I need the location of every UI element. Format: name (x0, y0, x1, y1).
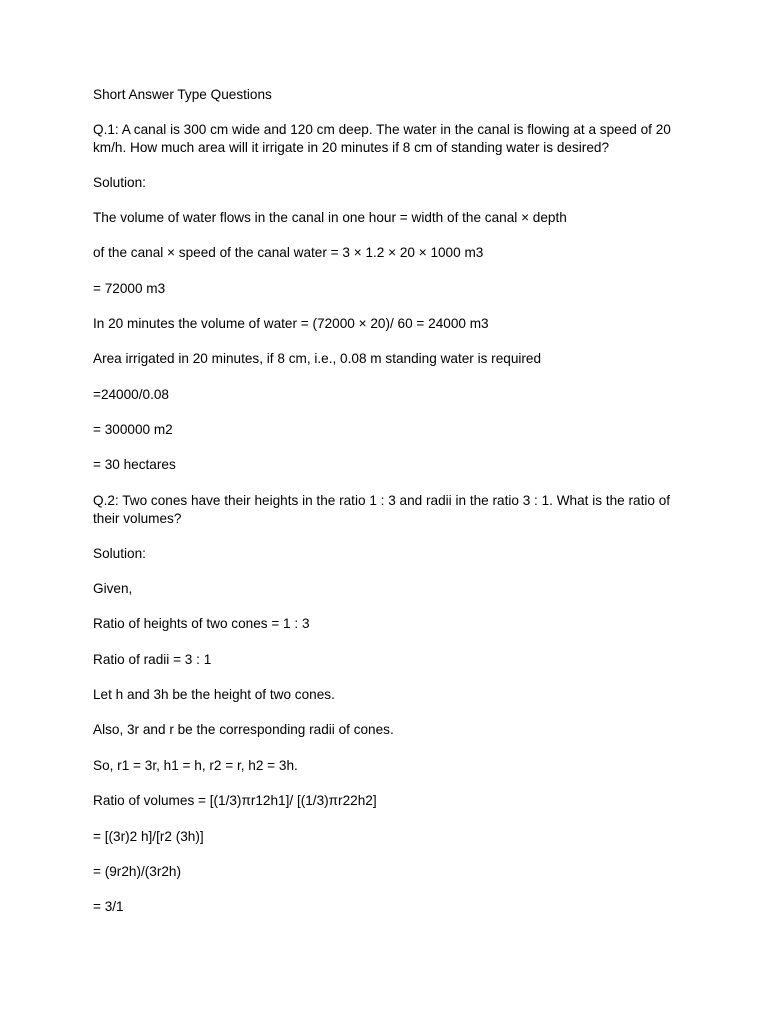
q1-step: The volume of water flows in the canal in one hour = width of the canal × depth (93, 210, 567, 225)
q2-step: Let h and 3h be the height of two cones. (93, 687, 335, 702)
q1-step: = 30 hectares (93, 457, 176, 472)
q1-step: of the canal × speed of the canal water = 3 × 1.2 × 20 × 1000 m3 (93, 245, 484, 260)
q1-step: In 20 minutes the volume of water = (72000 × 20)/ 60 = 24000 m3 (93, 316, 489, 331)
q2-step: Also, 3r and r be the corresponding radii of cones. (93, 722, 394, 737)
q2-solution-label: Solution: (93, 546, 146, 561)
q2-step: = (9r2h)/(3r2h) (93, 864, 182, 879)
q1-step: =24000/0.08 (93, 387, 169, 402)
question-1: Q.1: A canal is 300 cm wide and 120 cm deep. The water in the canal is flowing at a speed of 20 km/h. How much area will it irrigate in 20 minutes if 8 cm of standing water is desired? (93, 122, 671, 155)
question-2: Q.2: Two cones have their heights in the ratio 1 : 3 and radii in the ratio 3 : 1. What is the ratio of their volumes? (93, 493, 671, 526)
q1-step: = 300000 m2 (93, 422, 173, 437)
q2-step: Given, (93, 581, 133, 596)
q2-step: Ratio of radii = 3 : 1 (93, 652, 212, 667)
q2-step: Ratio of heights of two cones = 1 : 3 (93, 616, 310, 631)
document-heading: Short Answer Type Questions (93, 87, 272, 102)
q1-step: = 72000 m3 (93, 281, 166, 296)
q2-step: = [(3r)2 h]/[r2 (3h)] (93, 829, 204, 844)
q2-step: So, r1 = 3r, h1 = h, r2 = r, h2 = 3h. (93, 758, 298, 773)
q2-step: = 3/1 (93, 899, 124, 914)
q1-step: Area irrigated in 20 minutes, if 8 cm, i.e., 0.08 m standing water is required (93, 351, 542, 366)
q1-solution-label: Solution: (93, 175, 146, 190)
q2-step: Ratio of volumes = [(1/3)πr12h1]/ [(1/3)πr22h2] (93, 793, 377, 808)
